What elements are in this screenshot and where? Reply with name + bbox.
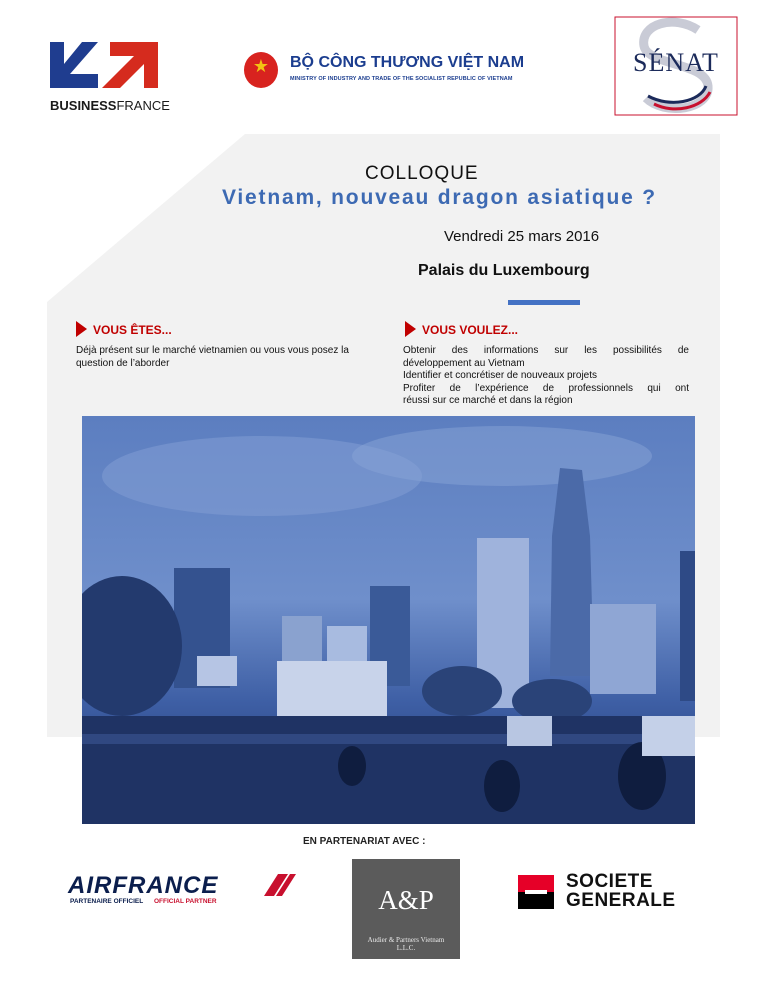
societe-generale-wordmark: [566, 872, 676, 910]
event-title: Vietnam, nouveau dragon asiatique ?: [222, 186, 657, 209]
ministry-logo: [240, 52, 552, 90]
ap-wordmark: A&P: [378, 885, 434, 915]
societe-generale-square-icon: [518, 875, 554, 909]
sg-line2: GENERALE: [566, 890, 676, 911]
city-street-photo: [82, 416, 695, 824]
event-kicker: COLLOQUE: [365, 163, 479, 184]
sg-line1: SOCIETE: [566, 871, 653, 892]
airfrance-partner-fr: PARTENAIRE OFFICIEL: [70, 898, 144, 905]
triangle-bullet-icon: [76, 321, 87, 337]
ap-subtitle-line1: Audier & Partners Vietnam: [367, 936, 445, 944]
partnership-label: EN PARTENARIAT AVEC :: [303, 836, 426, 847]
right-column-line: réussi sur ce marché et dans la région: [403, 395, 573, 406]
ministry-subtitle: MINISTRY OF INDUSTRY AND TRADE OF THE SOCIALIST REPUBLIC OF VIETNAM: [290, 76, 513, 82]
event-date: Vendredi 25 mars 2016: [444, 228, 600, 245]
airfrance-stripe-icon: [264, 874, 296, 898]
businessfrance-wordmark: [50, 98, 176, 113]
airfrance-logo: [68, 872, 296, 912]
ap-subtitle: [352, 936, 460, 952]
left-column-text: Déjà présent sur le marché vietnamien ou vous vous posez la question de l’aborder: [76, 345, 349, 369]
senat-logo: [614, 16, 738, 116]
businessfrance-arrows-icon: [50, 42, 176, 96]
businessfrance-text-regular: FRANCE: [116, 98, 170, 113]
businessfrance-text-bold: BUSINESS: [50, 98, 117, 113]
event-venue: Palais du Luxembourg: [418, 262, 590, 279]
societe-generale-logo: [518, 872, 718, 912]
left-column-heading: VOUS ÊTES...: [93, 323, 172, 337]
right-column-line: Identifier et concrétiser de nouveaux projets: [403, 370, 597, 381]
airfrance-partner-en: OFFICIAL PARTNER: [154, 898, 217, 905]
triangle-bullet-icon: [405, 321, 416, 337]
ap-subtitle-line2: L.L.C.: [396, 944, 416, 952]
right-column-text: [403, 345, 689, 408]
ministry-title: BỘ CÔNG THƯƠNG VIỆT NAM: [290, 54, 525, 71]
airfrance-wordmark: AIRFRANCE: [68, 872, 219, 899]
right-column-line: Obtenir des informations sur les possibilités de: [403, 345, 689, 356]
right-column-line: développement au Vietnam: [403, 357, 525, 369]
vietnam-emblem-icon: ★: [244, 52, 278, 88]
senat-wordmark: SÉNAT: [633, 48, 719, 77]
ap-logo: [352, 859, 460, 959]
businessfrance-logo: [50, 42, 176, 114]
city-skyline-illustration: [82, 416, 695, 824]
right-column-line: Profiter de l’expérience de professionnels qui ont: [403, 382, 689, 394]
title-underline: [508, 300, 580, 305]
right-column-heading: VOUS VOULEZ...: [422, 323, 519, 337]
